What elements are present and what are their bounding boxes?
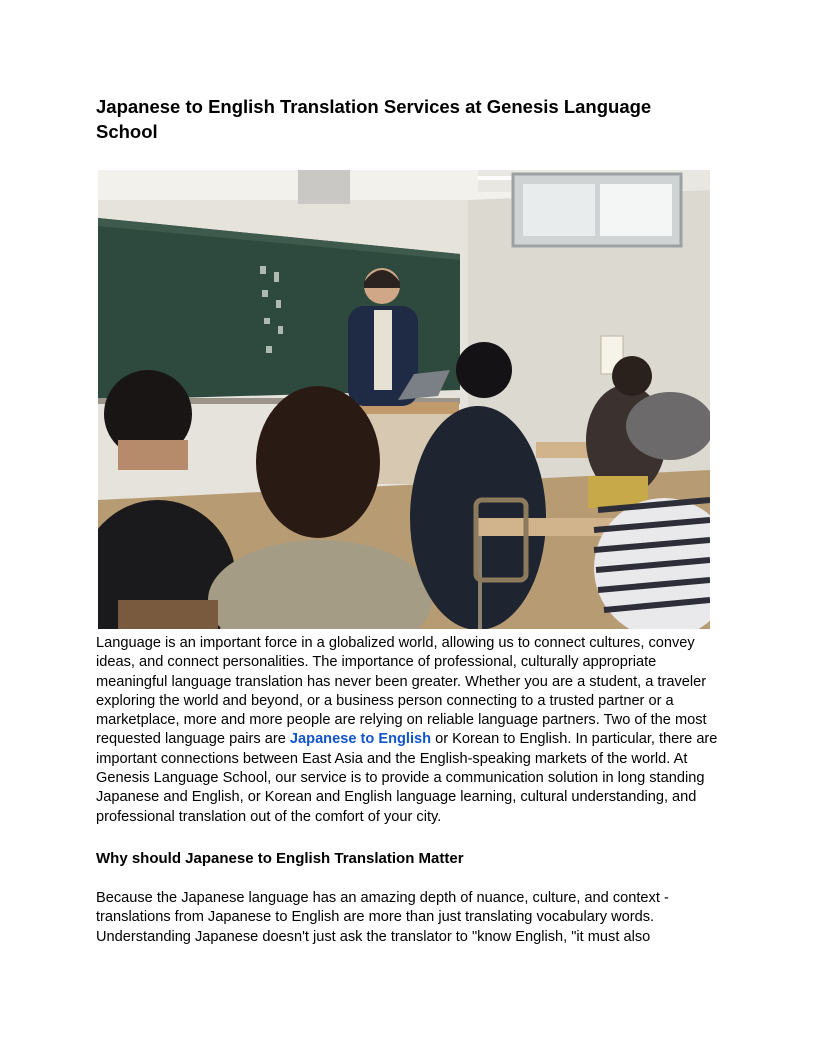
page-title: Japanese to English Translation Services at Genesis Language School (96, 96, 652, 142)
intro-paragraph (96, 634, 720, 827)
section-heading: Why should Japanese to English Translation Matter (96, 850, 464, 867)
classroom-photo (98, 170, 710, 629)
section-paragraph: Because the Japanese language has an amazing depth of nuance, culture, and context - translations from Japanese to English are more than just translating vocabulary words. Understanding Japanese doesn't just ask the translator to "know English, "it must also (96, 890, 669, 945)
intro-text-after-link: or Korean to English. In particular, there are important connections between East Asia and the English-speaking markets of the world. At Genesis Language School, our service is to provide a communication solution in long standing Japanese and English, or Korean and English language learning, cultural understanding, and professional translation out of the comfort of your city. (96, 731, 718, 825)
intro-text-before-link: Language is an important force in a globalized world, allowing us to connect cultures, convey ideas, and connect personalities. The importance of professional, culturally appropriate meaningful language translation has never been greater. Whether you are a student, a traveler exploring the world and beyond, or a business person connecting to a trusted partner or a marketplace, more and more people are relying on reliable language partners. Two of the most requested language pairs are (96, 635, 707, 748)
japanese-to-english-link[interactable]: Japanese to English (289, 731, 432, 748)
